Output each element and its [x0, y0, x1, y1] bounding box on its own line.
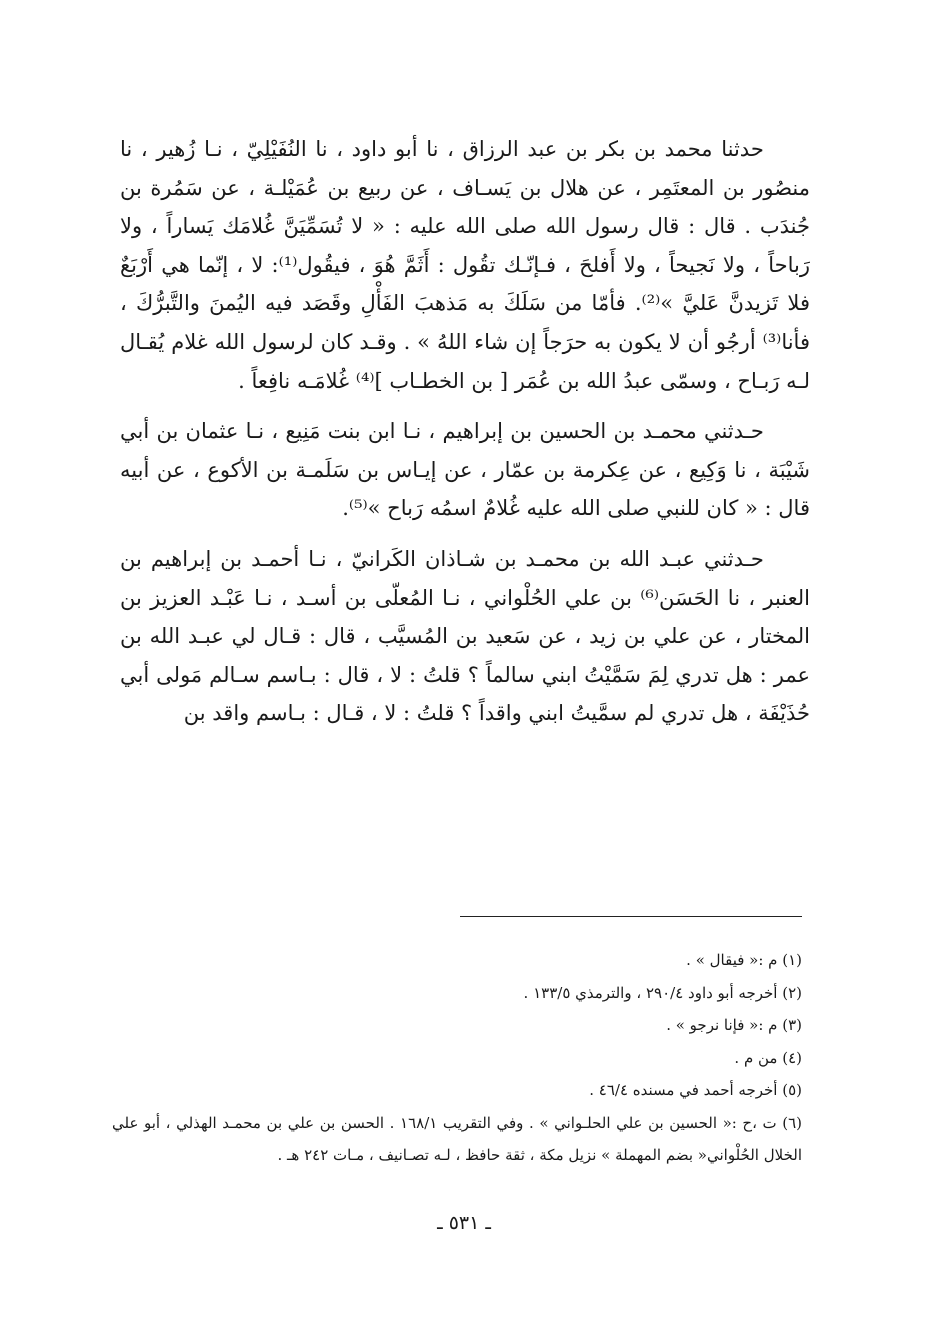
footnotes: [112, 944, 802, 1172]
footnote-1: (١) م :« فيقال » .: [686, 951, 802, 969]
page-number: ـ ٥٣١ ـ: [437, 1212, 491, 1234]
main-text: [120, 130, 810, 733]
footnote-5: (٥) أخرجه أحمد في مسنده ٤٦/٤ .: [589, 1081, 802, 1099]
footnote-4: (٤) من م .: [734, 1048, 802, 1067]
paragraph-1: حدثنا محمد بن بكر بن عبد الرزاق ، نا أبو داود ، نا النُفَيْلِيّ ، نـا زُهير ، نا منصُور بن المعتَمِر ، عن هلال بن يَسـاف ، عن ربيع بن عُمَيْلـة ، عن سَمُرة بن جُندَب . قال : قال رسول الله صلى الله عليه : « لا تُسَمِّيَنَّ غُلامَك يَساراً ، ولا رَباحاً ، ولا نَجيحاً ، ولا أَفلحَ ، فـإنّـك تقُول : أَثَمَّ هُوَ ، فيقُول⁽¹⁾: لا ، إنّما هي أَرْبَعٌ فلا تَزيدنَّ عَليَّ »⁽²⁾. فأمّا من سَلَكَ به مَذهبَ الفَأْلِ وقَصَد فيه اليُمنَ والتَّبرُّكَ ، فأنا⁽³⁾ أرجُو أن لا يكون به حرَجاً إن شاء اللهُ » . وقـد كان لرسول الله غلام يُقـال لـه رَبـاح ، وسمّى عبدُ الله بن عُمَر [ بن الخطـاب ]⁽⁴⁾ غُلامَـه نافِعاً .: [120, 137, 811, 393]
footnote-divider: [460, 916, 802, 917]
footnote-2: (٢) أخرجه أبو داود ٢٩٠/٤ ، والترمذي ١٣٣/٥ .: [523, 983, 802, 1002]
footnote-6: (٦) ت ،ح :« الحسين بن علي الحلـواني » . وفي التقريب ١٦٨/١ . الحسن بن علي بن محمـد الهذلي ، أبو علي الخلال الحُلْواني« بضم المهملة » نزيل مكة ، ثقة حافظ ، لـه تصـانيف ، مـات ٢٤٢ هـ .: [112, 1113, 802, 1164]
paragraph-3: حـدثني عبـد الله بن محمـد بن شـاذان الكَرانيّ ، نـا أحمـد بن إبراهيم بن العنبر ، نا الحَسَن⁽⁶⁾ بن علي الحُلْواني ، نـا المُعلّى بن أسـد ، نـا عَبْـد العزيز بن المختار ، عن علي بن زيد ، عن سَعيد بن المُسيَّب ، قال : قـال لي عبـد الله بن عمر : هل تدري لِمَ سَمَّيْتُ ابني سالماً ؟ قلتُ : لا ، قال : بـاسم سـالم مَولى أبي حُذَيْفَة ، هل تدري لم سمَّيتُ ابني واقداً ؟ قلتُ : لا ، قـال : بـاسم واقد بن: [120, 546, 811, 726]
paragraph-2: حـدثني محمـد بن الحسين بن إبراهيم ، نـا ابن بنت مَنِيع ، نـا عثمان بن أبي شَيْبَة ، نا وَكِيع ، عن عِكرمة بن عمّار ، عن إيـاس بن سَلَمـة بن الأكوع ، عن أبيه قال : « كان للنبي صلى الله عليه غُلامٌ اسمُه رَباح »⁽⁵⁾.: [120, 419, 810, 521]
footnote-3: (٣) م :« فإنا نرجو » .: [666, 1016, 802, 1034]
